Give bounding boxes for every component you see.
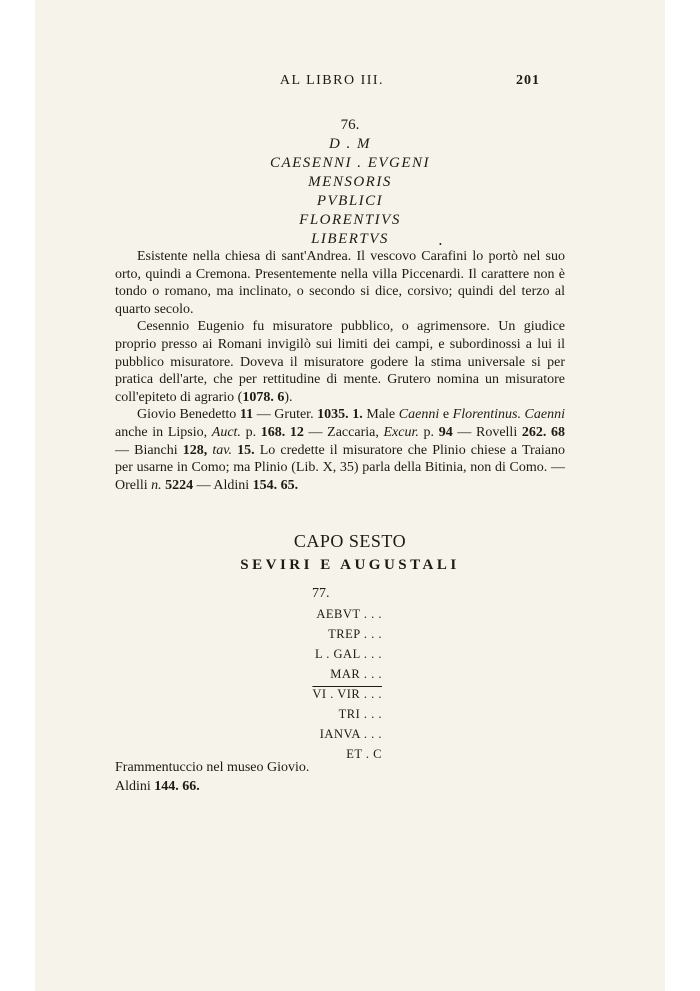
inscription-76 bbox=[35, 116, 665, 249]
chapter-title: CAPO SESTO bbox=[293, 531, 407, 551]
inscription-line: LIBERTVS bbox=[311, 231, 389, 247]
fragment-note bbox=[115, 758, 415, 796]
fragment-line: AEBVT . . . bbox=[316, 607, 382, 621]
inscription-line: CAESENNI . EVGENI bbox=[269, 155, 431, 171]
fragment-line: VI . VIR . . . bbox=[312, 687, 382, 701]
paragraph-misuratore: Cesennio Eugenio fu misuratore pubblico, o agrimensore. Un giudice proprio presso ai Romani invigilò sui limiti dei campi, e subordinossi a lui il pubblico misuratore. Doveva il misuratore godere la stima universale si per pratica dell'arte, che per rettitudine di mente. Grutero nomina un misuratore coll'epiteto di agrario (1078. 6). bbox=[115, 319, 565, 405]
print-dot: • bbox=[439, 240, 442, 249]
commentary-body bbox=[115, 248, 565, 494]
fragment-line: IANVA . . . bbox=[319, 727, 382, 741]
page-number: 201 bbox=[516, 73, 540, 88]
fragment-line: ET . C bbox=[346, 747, 382, 761]
inscription-line: D . M bbox=[328, 136, 372, 152]
inscription-line: FLORENTIVS bbox=[299, 212, 401, 228]
paragraph-location: Esistente nella chiesa di sant'Andrea. Il vescovo Carafini lo portò nel suo orto, quindi a Cremona. Presentemente nella villa Piccenardi. Il carattere non è tondo o romano, ma inclinato, o secondo si dice, corsivo; quindi del terzo al quarto secolo. bbox=[115, 249, 565, 317]
running-head: AL LIBRO III. bbox=[279, 73, 385, 88]
inscription-number: 77. bbox=[312, 586, 330, 601]
fragment-line: TRI . . . bbox=[338, 707, 382, 721]
book-page bbox=[35, 0, 665, 991]
paragraph-references: Giovio Benedetto 11 — Gruter. 1035. 1. Male Caenni e Florentinus. Caenni anche in Lipsio, Auct. p. 168. 12 — Zaccaria, Excur. p. 94 — Rovelli 262. 68 — Bianchi 128, tav. 15. Lo credette il misuratore che Plinio chiese a Traiano per usarne in Como; ma Plinio (Lib. X, 35) parla della Bitinia, non di Como. — Orelli n. 5224 — Aldini 154. 65. bbox=[115, 407, 566, 493]
fragment-line: MAR . . . bbox=[330, 667, 382, 681]
inscription-line: MENSORIS bbox=[308, 174, 392, 190]
section-title: SEVIRI E AUGUSTALI bbox=[240, 557, 460, 573]
page-header bbox=[35, 73, 665, 93]
fragment-line: L . GAL . . . bbox=[314, 647, 382, 661]
fragment-line: TREP . . . bbox=[328, 627, 382, 641]
inscription-number: 76. bbox=[340, 117, 360, 133]
note-line: Aldini 144. 66. bbox=[115, 779, 200, 794]
inscription-line: PVBLICI bbox=[316, 193, 384, 209]
note-line: Frammentuccio nel museo Giovio. bbox=[115, 760, 310, 775]
